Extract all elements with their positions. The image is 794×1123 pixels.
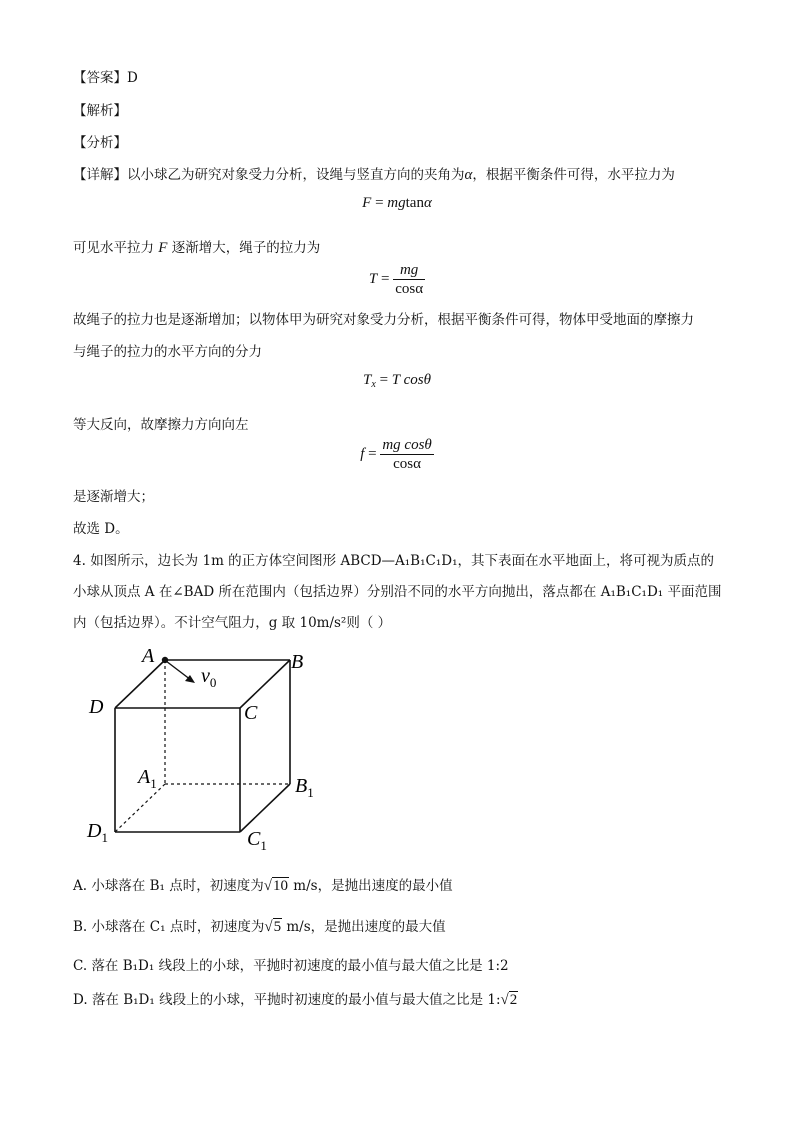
- detail-paragraph-7: 故选 D。: [73, 521, 129, 537]
- label-b1: $B_1$: [295, 775, 314, 800]
- cube-figure: [75, 640, 335, 860]
- hidden-edge-a1d1: [115, 784, 165, 832]
- fenxi-label: 【分析】: [73, 135, 127, 151]
- label-v0: $v_0$: [201, 665, 217, 690]
- label-c1: $C_1$: [247, 828, 267, 853]
- detail-label: 【详解】: [73, 167, 127, 183]
- edge-c1b1: [240, 784, 290, 832]
- detail-paragraph-2: 可见水平拉力 F 逐渐增大，绳子的拉力为: [73, 240, 321, 256]
- detail-paragraph-3: 故绳子的拉力也是逐渐增加；以物体甲为研究对象受力分析，根据平衡条件可得，物体甲受地面的摩擦力: [73, 312, 694, 328]
- label-a1: $A_1$: [138, 766, 157, 791]
- detail-paragraph-5: 等大反向，故摩擦力方向向左: [73, 417, 249, 433]
- option-d[interactable]: D. 落在 B₁D₁ 线段上的小球，平抛时初速度的最小值与最大值之比是 1:√2: [73, 992, 518, 1008]
- question-number: 4.: [73, 553, 86, 569]
- question-line-1: 4. 如图所示，边长为 1m 的正方体空间图形 ABCD—A₁B₁C₁D₁，其下表面在水平地面上，将可视为质点的: [73, 553, 714, 569]
- label-d1: $D_1$: [87, 820, 108, 845]
- equation-horizontal-component: $T_x = T$ cosθ: [363, 372, 431, 390]
- detail-paragraph-4: 与绳子的拉力的水平方向的分力: [73, 344, 262, 360]
- option-a[interactable]: A. 小球落在 B₁ 点时，初速度为√10 m/s，是抛出速度的最小值: [73, 878, 453, 894]
- label-d: D: [89, 696, 104, 718]
- label-c: C: [244, 702, 258, 724]
- option-b[interactable]: B. 小球落在 C₁ 点时，初速度为√5 m/s，是抛出速度的最大值: [73, 919, 446, 935]
- equation-rope-tension: T = $\frac{mg}{\cos\alpha}$: [368, 262, 424, 297]
- label-b: B: [291, 651, 304, 673]
- answer-value: D: [127, 70, 138, 86]
- option-c[interactable]: C. 落在 B₁D₁ 线段上的小球，平抛时初速度的最小值与最大值之比是 1:2: [73, 958, 509, 974]
- answer-label: 【答案】: [73, 70, 127, 86]
- label-a: A: [142, 645, 155, 667]
- velocity-arrow: [166, 661, 191, 680]
- edge-bc: [240, 660, 290, 708]
- detail-paragraph-1: 【详解】以小球乙为研究对象受力分析，设绳与竖直方向的夹角为α，根据平衡条件可得，水平拉力为: [73, 167, 675, 183]
- answer-line: [73, 66, 138, 86]
- edge-da: [115, 660, 165, 708]
- detail-paragraph-6: 是逐渐增大；: [73, 489, 154, 505]
- equation-horizontal-force: F = mgtanα: [362, 195, 432, 211]
- question-line-2: 小球从顶点 A 在∠BAD 所在范围内（包括边界）分别沿不同的水平方向抛出，落点都在 A₁B₁C₁D₁ 平面范围: [73, 584, 722, 600]
- analysis-label: 【解析】: [73, 103, 127, 119]
- question-line-3: 内（包括边界）。不计空气阻力，g 取 10m/s²则（ ）: [73, 615, 392, 631]
- equation-friction: f = $\frac{\text{mg cosθ}}{\cos\alpha}$: [360, 437, 432, 472]
